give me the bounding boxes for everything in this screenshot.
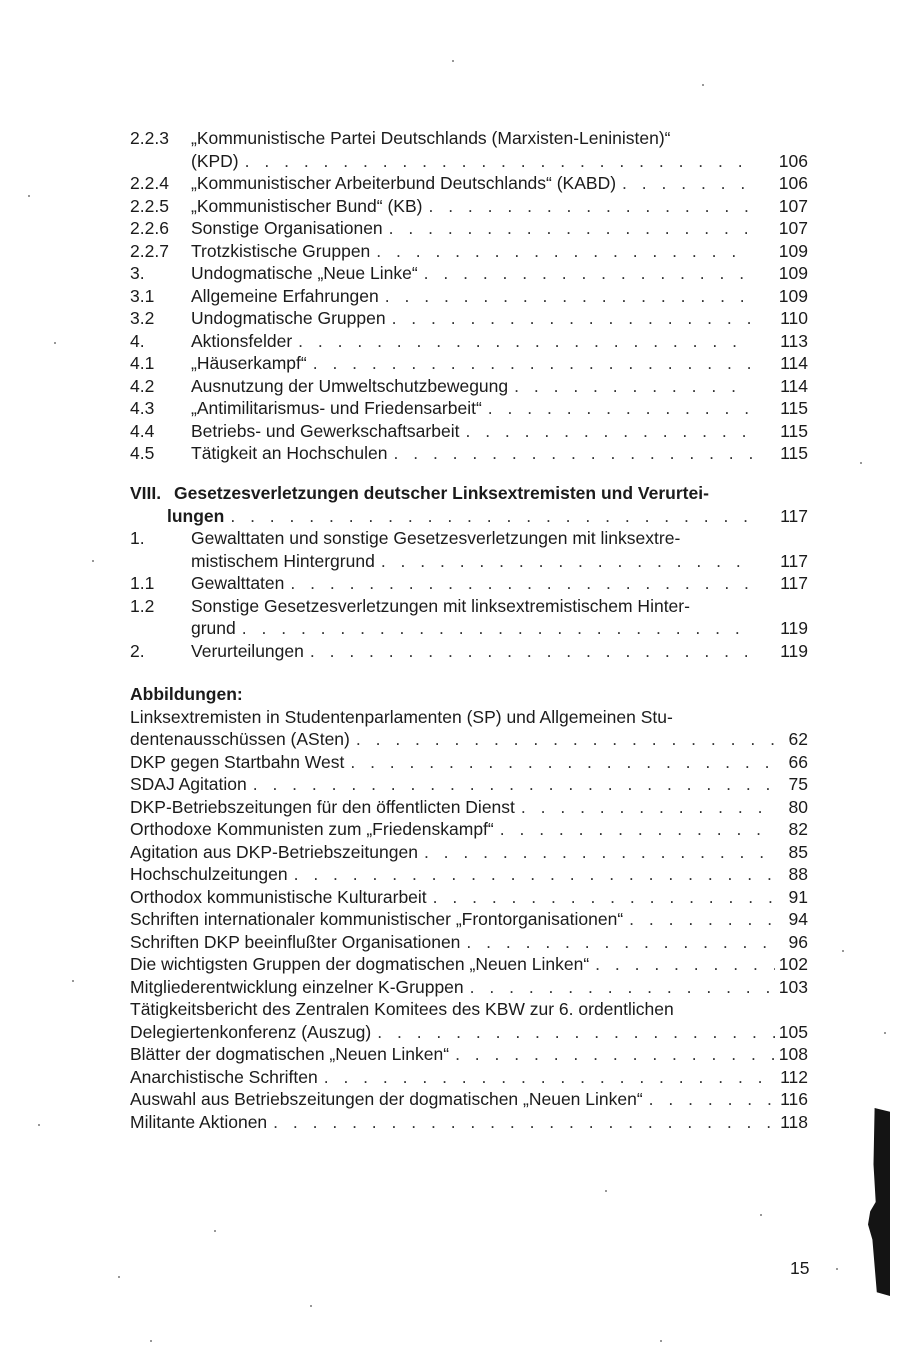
page-ref: 62 xyxy=(788,729,808,749)
entry-title: Schriften internationaler kommunistischer „Frontorganisationen“ xyxy=(130,909,624,929)
entry-number: 2.2.3 xyxy=(130,128,169,148)
figure-entry xyxy=(130,796,808,819)
entry-title: Gewalttaten xyxy=(191,573,285,593)
leader-dots xyxy=(356,728,776,751)
page-ref: 114 xyxy=(780,353,808,373)
entry-title: „Antimilitarismus- und Friedensarbeit“ xyxy=(191,398,482,418)
entry-body xyxy=(130,773,808,796)
entry-number: 2. xyxy=(130,640,145,661)
entry-title-continuation: (KPD) xyxy=(191,150,239,171)
entry-body xyxy=(191,397,808,420)
entry-title: Agitation aus DKP-Betriebszeitungen xyxy=(130,841,418,862)
entry-title: Auswahl aus Betriebszeitungen der dogmatischen „Neuen Linken“ xyxy=(130,1089,643,1109)
entry-body xyxy=(191,640,808,663)
leader-dots xyxy=(242,617,752,640)
entry-title-line1: Gewalttaten und sonstige Gesetzesverletzungen mit linksextre- xyxy=(191,528,681,548)
toc-entry xyxy=(130,527,808,550)
page-ref: 82 xyxy=(788,819,808,839)
toc-entry xyxy=(130,420,808,443)
entry-body xyxy=(130,796,808,819)
figure-entry xyxy=(130,818,808,841)
entry-body xyxy=(130,908,808,931)
toc-entry xyxy=(130,375,808,398)
leader-dots xyxy=(500,818,776,841)
figures-entries xyxy=(130,706,808,1134)
entry-title: Allgemeine Erfahrungen xyxy=(191,285,379,306)
entry-title: „Kommunistischer Arbeiterbund Deutschlands“ (KABD) xyxy=(191,173,617,193)
entry-body xyxy=(130,751,808,774)
page-ref: 117 xyxy=(780,505,808,526)
entry-number: 3. xyxy=(130,263,145,283)
entry-title: „Kommunistische Partei Deutschlands (Marxisten-Leninisten)“ xyxy=(191,128,671,148)
toc-entry xyxy=(130,572,808,595)
scan-speck xyxy=(72,980,74,982)
entry-body xyxy=(130,931,808,954)
entry-body xyxy=(130,728,808,751)
entry-body xyxy=(191,240,808,263)
scan-speck xyxy=(214,1230,216,1232)
entry-title: Delegiertenkonferenz (Auszug) xyxy=(130,1021,372,1042)
leader-dots xyxy=(389,217,752,240)
figure-title-line1: Linksextremisten in Studentenparlamenten (SP) und Allgemeinen Stu- xyxy=(130,706,673,727)
page-ref: 110 xyxy=(780,308,808,328)
entry-number: 2.2.7 xyxy=(130,240,169,261)
entry-body xyxy=(130,1088,808,1111)
toc-entry xyxy=(130,240,808,263)
toc-entry xyxy=(130,217,808,240)
leader-dots xyxy=(433,886,776,909)
entry-body xyxy=(130,863,808,886)
entry-number: 4.4 xyxy=(130,420,155,441)
entry-title: mistischem Hintergrund xyxy=(191,550,375,571)
leader-dots xyxy=(310,640,752,663)
entry-number: 2.2.5 xyxy=(130,195,169,216)
entry-title: Trotzkistische Gruppen xyxy=(191,240,371,261)
leader-dots xyxy=(595,953,775,976)
entry-body xyxy=(191,375,808,398)
entry-body xyxy=(130,953,808,976)
page-ref: 108 xyxy=(778,1044,808,1064)
toc-entry xyxy=(130,127,808,150)
page-ref: 115 xyxy=(780,420,808,441)
scan-speck xyxy=(54,342,56,344)
page-ref: 107 xyxy=(778,195,808,216)
leader-dots xyxy=(245,150,752,173)
page-ref: 118 xyxy=(780,1111,808,1132)
page-ref: 88 xyxy=(788,864,808,884)
page-ref: 75 xyxy=(788,774,808,794)
entry-number: 4.5 xyxy=(130,443,155,463)
chapter-title: Gesetzesverletzungen deutscher Linksextremisten und Verurtei- xyxy=(174,483,709,503)
figure-entry xyxy=(130,706,808,729)
leader-dots xyxy=(230,505,752,528)
figure-entry xyxy=(130,908,808,931)
leader-dots xyxy=(521,796,776,819)
figure-entry xyxy=(130,773,808,796)
page-number: 15 xyxy=(790,1258,810,1278)
entry-body xyxy=(130,1111,808,1134)
entry-title: dentenausschüssen (ASten) xyxy=(130,729,350,749)
entry-body xyxy=(191,262,808,285)
scan-speck xyxy=(605,1190,607,1192)
figure-entry xyxy=(130,863,808,886)
scan-speck xyxy=(38,1124,40,1126)
entry-number: 2.2.6 xyxy=(130,218,169,238)
figure-entry xyxy=(130,1111,808,1134)
page-ref: 94 xyxy=(788,909,808,929)
entry-title: Verurteilungen xyxy=(191,640,304,661)
chapter-number: VIII. xyxy=(130,483,162,503)
page-ref: 102 xyxy=(778,954,808,974)
leader-dots xyxy=(424,841,776,864)
leader-dots xyxy=(273,1111,776,1134)
figure-entry xyxy=(130,886,808,909)
entry-body xyxy=(191,617,808,640)
entry-title: Blätter der dogmatischen „Neuen Linken“ xyxy=(130,1044,450,1064)
entry-title: Aktionsfelder xyxy=(191,330,293,351)
entry-body xyxy=(130,818,808,841)
page-ref: 80 xyxy=(788,796,808,817)
leader-dots xyxy=(253,773,776,796)
entry-number: 4.1 xyxy=(130,353,155,373)
page-ref: 96 xyxy=(788,931,808,952)
page-ref: 106 xyxy=(778,150,808,171)
page-ref: 115 xyxy=(780,398,808,418)
entry-number: 1.1 xyxy=(130,573,155,593)
entry-title: Militante Aktionen xyxy=(130,1111,268,1132)
page-ref: 117 xyxy=(780,550,808,571)
toc-entry xyxy=(130,330,808,353)
leader-dots xyxy=(514,375,752,398)
figures-heading: Abbildungen: xyxy=(130,684,243,704)
entry-number: 4.3 xyxy=(130,398,155,418)
toc-entry-continuation xyxy=(130,150,808,173)
entry-title: Orthodox kommunistische Kulturarbeit xyxy=(130,886,427,907)
entry-body xyxy=(191,307,808,330)
toc-entry xyxy=(130,352,808,375)
figure-entry xyxy=(130,1066,808,1089)
page-ref: 119 xyxy=(780,640,808,661)
page-ref: 91 xyxy=(788,886,808,907)
entry-number: 3.2 xyxy=(130,308,155,328)
toc-entry xyxy=(130,640,808,663)
leader-dots xyxy=(290,572,752,595)
entry-body xyxy=(191,217,808,240)
entry-title: Tätigkeit an Hochschulen xyxy=(191,443,388,463)
chapter-heading-line2 xyxy=(130,505,808,528)
scan-speck xyxy=(660,1340,662,1342)
entry-number: 3.1 xyxy=(130,285,155,306)
entry-title: Anarchistische Schriften xyxy=(130,1066,318,1087)
entry-number: 2.2.4 xyxy=(130,173,169,193)
entry-title: Die wichtigsten Gruppen der dogmatischen „Neuen Linken“ xyxy=(130,954,590,974)
leader-dots xyxy=(313,352,752,375)
entry-title: Schriften DKP beeinflußter Organisationen xyxy=(130,931,461,952)
entry-body xyxy=(191,285,808,308)
figures-list xyxy=(130,683,808,1133)
figure-title-line1: Tätigkeitsbericht des Zentralen Komitees des KBW zur 6. ordentlichen xyxy=(130,999,674,1019)
scan-speck xyxy=(884,1032,886,1034)
scan-speck xyxy=(118,1276,120,1278)
leader-dots xyxy=(394,442,753,465)
leader-dots xyxy=(294,863,776,886)
leader-dots xyxy=(350,751,776,774)
figure-entry xyxy=(130,1043,808,1066)
toc-entry xyxy=(130,172,808,195)
toc-entry xyxy=(130,285,808,308)
scan-speck xyxy=(452,60,454,62)
leader-dots xyxy=(470,976,775,999)
entry-title: „Häuserkampf“ xyxy=(191,353,307,373)
entry-body xyxy=(191,195,808,218)
entry-title: Undogmatische Gruppen xyxy=(191,308,386,328)
figure-entry xyxy=(130,953,808,976)
entry-number: 1. xyxy=(130,528,145,548)
scan-edge-mark xyxy=(868,1108,890,1296)
page-ref: 66 xyxy=(788,751,808,772)
leader-dots xyxy=(466,931,776,954)
leader-dots xyxy=(488,397,752,420)
figure-entry xyxy=(130,931,808,954)
leader-dots xyxy=(455,1043,775,1066)
toc-section-2 xyxy=(130,527,808,662)
scan-speck xyxy=(760,1214,762,1216)
entry-body xyxy=(191,550,808,573)
figure-entry xyxy=(130,976,808,999)
entry-title: Undogmatische „Neue Linke“ xyxy=(191,263,418,283)
toc-entry xyxy=(130,262,808,285)
entry-body xyxy=(191,442,808,465)
page-ref: 116 xyxy=(780,1089,808,1109)
toc-entry xyxy=(130,442,808,465)
page-ref: 109 xyxy=(778,263,808,283)
page-ref: 115 xyxy=(780,443,808,463)
leader-dots xyxy=(428,195,752,218)
leader-dots xyxy=(465,420,752,443)
figure-entry-continuation xyxy=(130,1021,808,1044)
entry-number: 1.2 xyxy=(130,595,155,616)
leader-dots xyxy=(385,285,752,308)
toc-section-1 xyxy=(130,127,808,465)
page-ref: 106 xyxy=(778,173,808,193)
scan-speck xyxy=(28,195,30,197)
entry-title: grund xyxy=(191,618,236,638)
leader-dots xyxy=(381,550,752,573)
page-ref: 103 xyxy=(778,976,808,997)
leader-dots xyxy=(377,1021,775,1044)
page-ref: 119 xyxy=(780,618,808,638)
leader-dots xyxy=(298,330,752,353)
entry-title: Mitgliederentwicklung einzelner K-Gruppen xyxy=(130,976,464,997)
leader-dots xyxy=(629,908,776,931)
leader-dots xyxy=(622,172,752,195)
figure-entry xyxy=(130,841,808,864)
scan-speck xyxy=(310,1305,312,1307)
page-ref: 105 xyxy=(778,1021,808,1042)
page-ref: 85 xyxy=(788,841,808,862)
entry-title-line1: Sonstige Gesetzesverletzungen mit linksextremistischem Hinter- xyxy=(191,595,690,616)
entry-body xyxy=(191,420,808,443)
page-ref: 114 xyxy=(780,375,808,396)
entry-title: SDAJ Agitation xyxy=(130,774,247,794)
entry-title: Betriebs- und Gewerkschaftsarbeit xyxy=(191,420,460,441)
page-ref: 109 xyxy=(778,240,808,261)
entry-body xyxy=(191,172,808,195)
figure-entry-continuation xyxy=(130,728,808,751)
entry-body xyxy=(130,1021,808,1044)
figure-entry xyxy=(130,1088,808,1111)
toc-entry xyxy=(130,195,808,218)
entry-title: DKP-Betriebszeitungen für den öffentlicten Dienst xyxy=(130,796,515,817)
scan-speck xyxy=(836,1268,838,1270)
scan-speck xyxy=(92,560,94,562)
leader-dots xyxy=(392,307,752,330)
page-ref: 107 xyxy=(778,218,808,238)
leader-dots xyxy=(324,1066,776,1089)
toc-entry-continuation xyxy=(130,617,808,640)
page-ref: 112 xyxy=(780,1066,808,1087)
leader-dots xyxy=(424,262,752,285)
entry-body xyxy=(191,572,808,595)
entry-body xyxy=(191,150,808,173)
toc-entry-continuation xyxy=(130,550,808,573)
entry-title: Ausnutzung der Umweltschutzbewegung xyxy=(191,375,509,396)
page-ref: 113 xyxy=(780,330,808,351)
page-ref: 117 xyxy=(780,573,808,593)
entry-body xyxy=(130,1066,808,1089)
entry-body xyxy=(130,841,808,864)
entry-title: DKP gegen Startbahn West xyxy=(130,751,345,772)
toc-chapter-8 xyxy=(130,482,808,662)
page-ref: 109 xyxy=(778,285,808,306)
toc-entry xyxy=(130,397,808,420)
toc-entry xyxy=(130,307,808,330)
scan-speck xyxy=(842,950,844,952)
figure-entry xyxy=(130,751,808,774)
entry-number: 4.2 xyxy=(130,375,155,396)
chapter-heading-line1 xyxy=(130,482,808,505)
scan-speck xyxy=(150,1340,152,1342)
entry-body xyxy=(130,976,808,999)
leader-dots xyxy=(649,1088,776,1111)
figure-entry xyxy=(130,998,808,1021)
leader-dots xyxy=(376,240,752,263)
scan-speck xyxy=(702,84,704,86)
entry-title: Orthodoxe Kommunisten zum „Friedenskampf“ xyxy=(130,819,494,839)
chapter-title-continuation: lungen xyxy=(167,505,225,526)
toc-entry xyxy=(130,595,808,618)
entry-body xyxy=(191,330,808,353)
entry-title: Hochschulzeitungen xyxy=(130,864,288,884)
entry-body xyxy=(130,1043,808,1066)
entry-title: „Kommunistischer Bund“ (KB) xyxy=(191,195,423,216)
entry-title: Sonstige Organisationen xyxy=(191,218,383,238)
entry-body xyxy=(191,352,808,375)
entry-body xyxy=(130,886,808,909)
entry-number: 4. xyxy=(130,330,145,351)
scan-speck xyxy=(860,462,862,464)
